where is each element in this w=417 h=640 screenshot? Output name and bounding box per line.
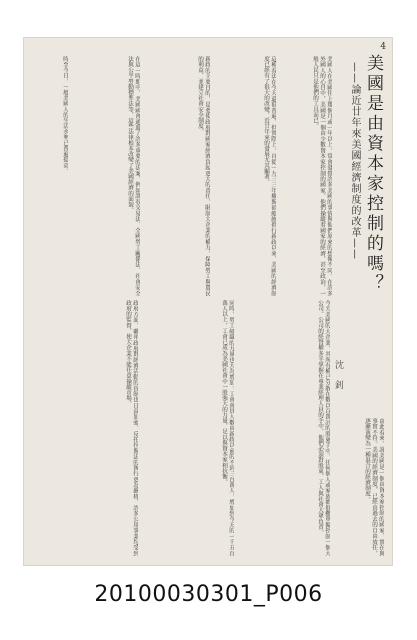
text-column: 今天美國的大企業，其所有權已分散在數以百萬計的股東手中，任何個人或家族都很難單獨控制一個大公司。公司的經營權多半掌握在專業經理人員的手中，他們必須對股東、工人與社會大眾負責。 [317,300,330,556]
text-column: 時至今日，一般美國人的生活水準已普遍提高。 [62,56,68,174]
article-subtitle: ——論近廿年來美國經濟制度的改革—— [349,62,360,260]
page-number: 4 [380,42,386,52]
text-column: 同時，勞工組織的力量也大為增加。工會會員人數由新政以前的不到三百萬人，增加到今天的一千五百萬人以上，工會已成為美國社會中一股強大的力量，足以與資本家相抗衡。 [221,300,234,556]
text-column: 新政的主要目的，是要使政府對國家經濟負起更大的責任，限制大企業的權力，保障勞工與農民的利益，並建立社會安全制度。 [197,56,210,296]
text-column: 這種看法在今天還很普遍，但實際上，自從一九三三年羅斯福總統推行新政以來，美國的經濟制度已經有了很大的改變，近廿年來的發展尤其顯著。 [263,56,276,296]
article-title: 美國是由資本家控制的嗎？ [363,54,383,294]
text-column: 美國人在美國住上幾個月或一年以上，常會發覺許多美國的事情與他們原來的想像不同。在許多外國人的心目中，美國是一個由少數資本家控制的國家，他們操縱着國家的經濟，甚至政治，一般人民只是他們的工具而已。 [312,56,332,296]
text-column: 政府方面，聯邦政府對經濟活動的管制也日益加強，反托拉斯法的執行更為嚴格，許多公用事業均受到政府的監督，使大企業不能任意操縱市場。 [125,300,138,556]
image-caption: 20100030301_P006 [94,582,323,607]
scanned-page [24,38,392,565]
text-column: 由此看來，說美國是一個由資本家控制的國家，實在與事實不符。美國的經濟制度，已經由過去的自由放任，逐漸演變為一種混合的經濟制度。 [364,418,384,556]
text-column: 在這一時期中，美國國會通過了許多重要的法案，例如證券交易法、全國勞工關係法、社會安全法與公平勞動標準法等，這些法律根本改變了美國經濟的面貌。 [127,56,140,296]
author-byline: 沈 釗 [333,360,343,393]
